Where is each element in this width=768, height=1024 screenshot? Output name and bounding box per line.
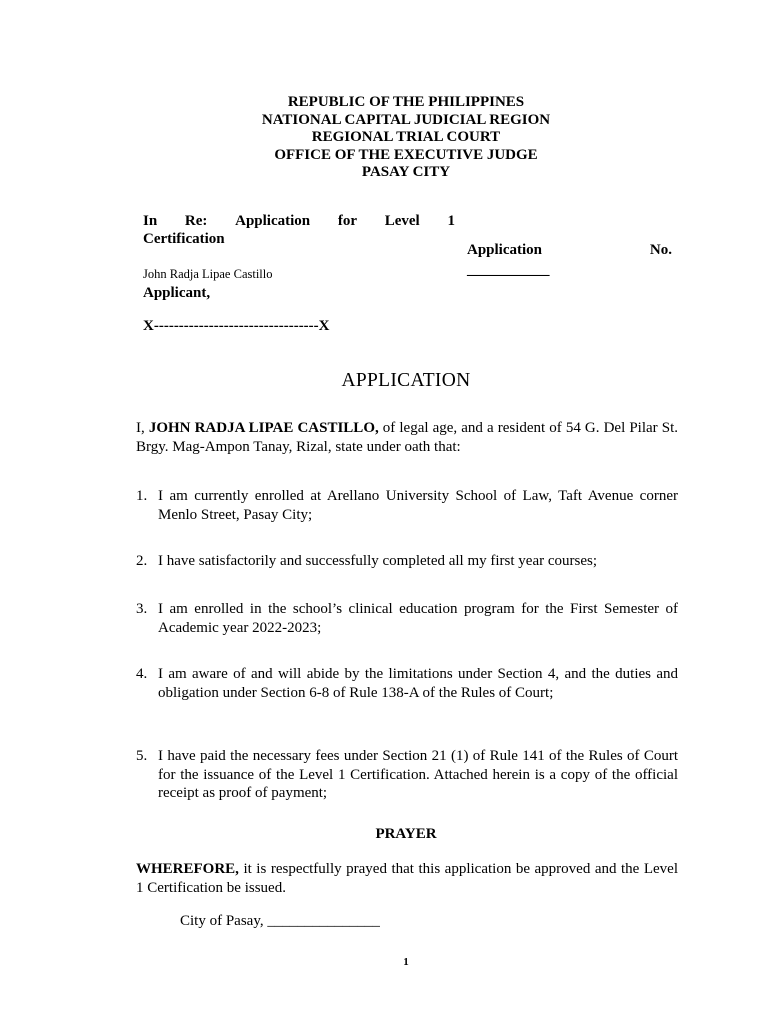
document-title: APPLICATION (341, 370, 471, 391)
list-item-number: 3. (136, 601, 148, 617)
list-item-number: 4. (136, 666, 148, 682)
caption-divider: X---------------------------------X (143, 318, 330, 334)
list-item (136, 600, 678, 637)
list-item-number: 2. (136, 553, 148, 569)
application-number-line (467, 240, 672, 260)
list-item-text: I am enrolled in the school’s clinical education program for the First Semester of Academic year 2022-2023; (158, 601, 678, 636)
list-item-text: I have satisfactorily and successfully completed all my first year courses; (158, 553, 598, 569)
prayer-heading: PRAYER (375, 826, 437, 842)
prayer-lead: WHEREFORE, (136, 861, 239, 877)
list-item-number: 5. (136, 748, 148, 764)
header-line-office: OFFICE OF THE EXECUTIVE JUDGE (274, 146, 538, 163)
caption-re-line (143, 212, 455, 230)
list-item (136, 552, 678, 571)
intro-paragraph (136, 419, 678, 457)
list-item (136, 487, 678, 524)
list-item (136, 665, 678, 702)
header-line-region: NATIONAL CAPITAL JUDICIAL REGION (261, 111, 551, 128)
header-line-republic: REPUBLIC OF THE PHILIPPINES (287, 94, 525, 110)
applicant-label: Applicant, (143, 285, 211, 301)
court-header (0, 94, 768, 182)
header-line-court: REGIONAL TRIAL COURT (311, 129, 501, 145)
list-item-text: I have paid the necessary fees under Section 21 (1) of Rule 141 of the Rules of Court for the issuance of the Level 1 Certification. Attached herein is a copy of the official receipt as proof of payment; (158, 748, 678, 801)
intro-rest: of legal age, and a resident of 54 G. Del Pilar St. Brgy. Mag-Ampon Tanay, Rizal, state under oath that: (136, 420, 678, 455)
page-number: 1 (403, 956, 409, 968)
caption-word: Application (235, 213, 311, 229)
prayer-text: it is respectfully prayed that this application be approved and the Level 1 Certification be issued. (136, 861, 678, 896)
caption-word: In (143, 213, 158, 229)
list-item-number: 1. (136, 488, 148, 504)
intro-prefix: I, (136, 420, 149, 436)
list-item (136, 747, 678, 803)
prayer-paragraph (136, 860, 678, 897)
city-date-line: City of Pasay, _______________ (180, 913, 380, 929)
caption-word: Level (384, 213, 420, 229)
caption-word: Re: (184, 213, 208, 229)
header-line-city: PASAY CITY (361, 164, 451, 180)
case-caption (143, 212, 455, 335)
application-number-block (467, 240, 672, 280)
application-no-blank: ___________ (467, 262, 550, 278)
applicant-full-name: JOHN RADJA LIPAE CASTILLO, (148, 420, 379, 436)
list-item-text: I am currently enrolled at Arellano University School of Law, Taft Avenue corner Menlo Street, Pasay City; (158, 488, 678, 523)
application-label: Application (467, 242, 543, 258)
caption-word: 1 (447, 213, 455, 229)
applicant-name: John Radja Lipae Castillo (143, 267, 273, 281)
caption-certification: Certification (143, 231, 225, 247)
list-item-text: I am aware of and will abide by the limitations under Section 4, and the duties and obligation under Section 6-8 of Rule 138-A of the Rules of Court; (158, 666, 678, 701)
application-no-label: No. (649, 242, 672, 258)
caption-word: for (337, 213, 358, 229)
